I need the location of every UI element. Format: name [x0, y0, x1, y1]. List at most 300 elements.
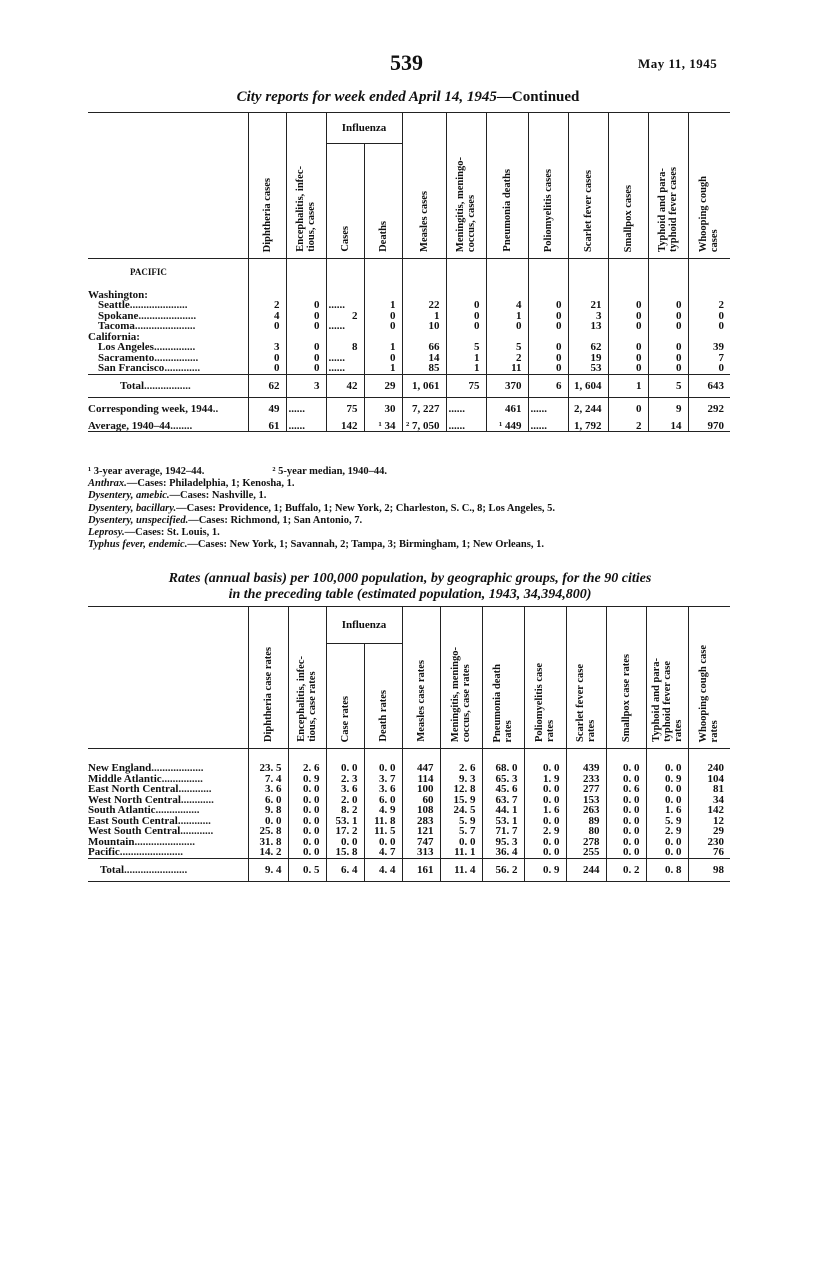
cell-value: 0: [648, 321, 688, 332]
cell-value: 0. 0: [606, 805, 646, 816]
cell-value: 6: [528, 374, 568, 398]
cell-value: 0: [286, 353, 326, 364]
city-row: [88, 363, 730, 374]
cell-value: 0: [608, 300, 648, 311]
t1-col-pneumonia: Pneumonia deaths: [501, 169, 513, 252]
t1-col-influenza-cases: Cases: [339, 226, 351, 252]
t2-col-pneumonia: Pneumonia death rates: [492, 663, 514, 742]
leader-dots: ............: [178, 784, 212, 795]
cell-value: 0. 0: [606, 795, 646, 806]
t1-state-california: California:: [88, 330, 140, 343]
cell-value: 8. 2: [326, 805, 364, 816]
cell-value: 0: [648, 363, 688, 374]
cell-value: 278: [566, 837, 606, 848]
leader-dots: ........: [170, 420, 193, 432]
cell-value: 5. 9: [440, 816, 482, 827]
row-label-text: East North Central: [88, 784, 179, 795]
cell-value: 0. 0: [364, 749, 402, 774]
leader-dots: ..: [212, 403, 219, 415]
cell-value: 7. 4: [248, 774, 288, 785]
cell-value: 7, 227: [402, 398, 446, 421]
leader-dots: ...................: [151, 762, 204, 774]
cell-value: 240: [688, 749, 730, 774]
region-row: [88, 749, 730, 774]
t2-col-encephalitis: Encephalitis, infec- tious, case rates: [296, 656, 318, 742]
page-date: May 11, 1945: [638, 56, 718, 71]
cell-value: 6. 0: [248, 795, 288, 806]
leader-dots: .....................: [129, 300, 188, 311]
cell-value: 30: [364, 398, 402, 421]
cell-value: 4: [486, 300, 528, 311]
cell-blank: ......: [446, 398, 486, 421]
cell-empty: [446, 332, 486, 343]
cell-value: 108: [402, 805, 440, 816]
cell-value: 9: [648, 398, 688, 421]
row-label: [88, 805, 248, 816]
cell-value: 0: [528, 321, 568, 332]
t1-col-typhoid: Typhoid and para- typhoid fever cases: [657, 167, 679, 252]
cell-blank: ......: [286, 398, 326, 421]
cell-value: 5: [648, 374, 688, 398]
leader-dots: ............: [177, 815, 211, 826]
row-label: [88, 342, 248, 353]
row-label: [88, 321, 248, 332]
cell-value: 1: [608, 374, 648, 398]
t2-col-diphtheria: Diphtheria case rates: [262, 646, 274, 742]
leader-dots: ......................: [134, 321, 196, 332]
cell-value: 4. 7: [364, 847, 402, 858]
cell-value: 0. 9: [646, 774, 688, 785]
cell-value: 98: [688, 858, 730, 882]
cell-value: 0: [608, 311, 648, 322]
t1-col-encephalitis: Encephalitis, infec- tious, cases: [295, 166, 317, 252]
region-row: [88, 847, 730, 858]
row-label: [88, 421, 248, 432]
cell-value: 14: [402, 353, 446, 364]
cell-value: 0: [608, 321, 648, 332]
cell-empty: [528, 332, 568, 343]
cell-value: 2. 6: [440, 749, 482, 774]
cell-value: 1. 6: [646, 805, 688, 816]
cell-blank: ......: [528, 398, 568, 421]
cell-value: 1: [364, 342, 402, 353]
cell-value: 11. 5: [364, 826, 402, 837]
table2-title-line2: in the preceding table (estimated population, 1943, 34,394,800): [228, 587, 592, 602]
cell-value: 0. 0: [606, 749, 646, 774]
leader-dots: ............: [180, 826, 214, 837]
t1-col-poliomyelitis: Poliomyelitis cases: [542, 168, 554, 252]
cell-value: 29: [688, 826, 730, 837]
cell-empty: [286, 332, 326, 343]
cell-value: 71. 7: [482, 826, 524, 837]
cell-value: 15. 9: [440, 795, 482, 806]
cell-value: 0. 0: [646, 837, 688, 848]
note-anthrax-label: Anthrax.: [88, 478, 127, 490]
cell-value: 1. 9: [524, 774, 566, 785]
cell-value: 3. 7: [364, 774, 402, 785]
cell-value: 283: [402, 816, 440, 827]
note-typhus: —Cases: New York, 1; Savannah, 2; Tampa, 3; Birmingham, 1; New Orleans, 1.: [187, 539, 544, 551]
cell-empty: [568, 332, 608, 343]
cell-value: 9. 3: [440, 774, 482, 785]
row-label: [88, 311, 248, 322]
cell-value: 0. 0: [524, 784, 566, 795]
cell-value: 643: [688, 374, 730, 398]
footnote-2: ² 5-year median, 1940–44.: [272, 466, 388, 477]
row-label-text: Los Angeles: [98, 342, 154, 353]
row-label-text: Sacramento: [98, 352, 155, 363]
note-bacillary-label: Dysentery, bacillary.: [88, 502, 177, 514]
cell-value: 0. 0: [288, 784, 326, 795]
t1-col-scarlet: Scarlet fever cases: [582, 169, 594, 252]
cell-value: 2. 3: [326, 774, 364, 785]
cell-value: 0: [648, 342, 688, 353]
cell-value: 0: [446, 321, 486, 332]
t2-col-influenza-death-rates: Death rates: [377, 690, 389, 742]
cell-value: 60: [402, 795, 440, 806]
table1-title-main: City reports for week ended April 14, 1945: [236, 89, 497, 105]
row-label: [88, 398, 248, 421]
cell-value: 0: [608, 398, 648, 421]
cell-value: 75: [446, 374, 486, 398]
row-label: [88, 826, 248, 837]
cell-value: 0. 0: [524, 749, 566, 774]
cell-value: 121: [402, 826, 440, 837]
cell-value: 23. 5: [248, 749, 288, 774]
rates-table: [88, 606, 730, 882]
leader-dots: .......................: [119, 847, 184, 858]
t2-col-scarlet: Scarlet fever case rates: [575, 664, 597, 742]
t2-col-meningitis: Meningitis, meningo- coccus, case rates: [450, 646, 472, 742]
cell-value: 11: [486, 363, 528, 374]
cell-value: 0. 0: [288, 795, 326, 806]
cell-value: 0. 9: [288, 774, 326, 785]
row-label: [88, 749, 248, 774]
cell-value: 255: [566, 847, 606, 858]
cell-value: 0. 0: [326, 749, 364, 774]
row-label: [88, 837, 248, 848]
cell-value: 2: [326, 311, 364, 322]
cell-value: 0: [528, 363, 568, 374]
cell-value: 747: [402, 837, 440, 848]
t2-col-smallpox: Smallpox case rates: [620, 653, 632, 742]
cell-value: 4. 4: [364, 858, 402, 882]
leader-dots: .................: [144, 379, 191, 392]
cell-value: 0. 0: [606, 847, 646, 858]
cell-value: 81: [688, 784, 730, 795]
cell-value: 0: [286, 363, 326, 374]
cell-value: 7: [688, 353, 730, 364]
cell-value: 3: [568, 311, 608, 322]
cell-value: ² 7, 050: [402, 421, 446, 432]
leader-dots: ...............: [153, 342, 196, 353]
cell-value: 80: [566, 826, 606, 837]
row-label: [88, 816, 248, 827]
cell-value: 49: [248, 398, 286, 421]
leader-dots: ................: [154, 352, 199, 363]
cell-value: 461: [486, 398, 528, 421]
city-row: [88, 342, 730, 353]
cell-value: 0: [608, 363, 648, 374]
cell-empty: [326, 332, 364, 343]
table1-title-suffix: —Continued: [496, 89, 580, 105]
cell-value: 45. 6: [482, 784, 524, 795]
table1-title: [0, 89, 816, 106]
cell-value: 63. 7: [482, 795, 524, 806]
t1-state-washington: Washington:: [88, 288, 148, 301]
cell-value: 142: [326, 421, 364, 432]
cell-value: 1. 6: [524, 805, 566, 816]
cell-value: 0. 0: [606, 774, 646, 785]
cell-value: 34: [688, 795, 730, 806]
row-label-text: New England: [88, 762, 152, 774]
cell-value: 56. 2: [482, 858, 524, 882]
cell-value: 0. 0: [606, 826, 646, 837]
cell-value: 5: [446, 342, 486, 353]
cell-value: 1, 792: [568, 421, 608, 432]
cell-value: 61: [248, 421, 286, 432]
cell-value: 100: [402, 784, 440, 795]
cell-value: 53: [568, 363, 608, 374]
cell-empty: [248, 332, 286, 343]
row-label: [88, 374, 248, 398]
cell-value: 2. 6: [288, 749, 326, 774]
cell-value: 3. 6: [248, 784, 288, 795]
row-label-text: San Francisco: [98, 363, 165, 374]
cell-value: 62: [248, 374, 286, 398]
cell-value: 292: [688, 398, 730, 421]
cell-value: 0. 0: [524, 795, 566, 806]
t2-group-influenza: Influenza: [326, 607, 402, 644]
leader-dots: .....................: [138, 310, 197, 321]
leader-dots: .......................: [124, 863, 188, 876]
cell-value: 0: [248, 321, 286, 332]
note-amebic-label: Dysentery, amebic.: [88, 490, 170, 502]
cell-value: 0. 0: [524, 837, 566, 848]
row-label: [88, 858, 248, 882]
cell-value: 161: [402, 858, 440, 882]
cell-value: 11. 8: [364, 816, 402, 827]
cell-value: 0. 0: [646, 847, 688, 858]
row-label-text: Total: [100, 863, 125, 876]
cell-value: 0. 6: [606, 784, 646, 795]
note-amebic: —Cases: Nashville, 1.: [169, 490, 267, 502]
cell-value: 1: [446, 363, 486, 374]
cell-value: 5. 7: [440, 826, 482, 837]
cell-value: 68. 0: [482, 749, 524, 774]
cell-value: 0: [286, 342, 326, 353]
cell-value: 277: [566, 784, 606, 795]
cell-value: 2: [248, 300, 286, 311]
cell-value: 2. 9: [646, 826, 688, 837]
leader-dots: ................: [155, 805, 200, 816]
t1-col-diphtheria: Diphtheria cases: [261, 177, 273, 252]
cell-value: ¹ 34: [364, 421, 402, 432]
row-label-text: Pacific: [88, 847, 120, 858]
cell-value: 0: [608, 353, 648, 364]
row-label-text: Average, 1940–44: [88, 420, 171, 432]
cell-value: 0: [648, 311, 688, 322]
row-label: [88, 363, 248, 374]
cell-value: 447: [402, 749, 440, 774]
cell-value: 22: [402, 300, 446, 311]
cell-value: 0: [486, 321, 528, 332]
cell-value: 1, 061: [402, 374, 446, 398]
cell-value: 12: [688, 816, 730, 827]
cell-value: 19: [568, 353, 608, 364]
row-label-text: Tacoma: [98, 321, 135, 332]
leader-dots: ............: [180, 794, 214, 805]
note-unspecified-label: Dysentery, unspecified.: [88, 514, 189, 526]
cell-value: 263: [566, 805, 606, 816]
cell-value: 439: [566, 749, 606, 774]
cell-value: 0. 8: [646, 858, 688, 882]
note-anthrax: —Cases: Philadelphia, 1; Kenosha, 1.: [126, 478, 295, 490]
cell-value: 0: [286, 300, 326, 311]
footnote-1: ¹ 3-year average, 1942–44.: [88, 466, 205, 477]
cell-value: 9. 4: [248, 858, 288, 882]
cell-value: 53. 1: [482, 816, 524, 827]
note-typhus-label: Typhus fever, endemic.: [88, 539, 188, 551]
table1-footnotes: [88, 466, 738, 551]
cell-value: 0: [688, 363, 730, 374]
cell-value: 142: [688, 805, 730, 816]
cell-value: 0: [286, 311, 326, 322]
leader-dots: ......................: [134, 836, 195, 847]
cell-value: 0: [248, 353, 286, 364]
cell-value: 1: [402, 311, 446, 322]
cell-value: 12. 8: [440, 784, 482, 795]
cell-value: 0. 0: [606, 816, 646, 827]
t2-col-measles: Measles case rates: [415, 660, 427, 742]
row-label-text: West North Central: [88, 794, 181, 805]
t1-col-measles: Measles cases: [418, 191, 430, 252]
cell-value: 36. 4: [482, 847, 524, 858]
cell-value: 24. 5: [440, 805, 482, 816]
cell-value: 29: [364, 374, 402, 398]
cell-value: 0: [528, 342, 568, 353]
cell-value: 1: [364, 300, 402, 311]
cell-value: 8: [326, 342, 364, 353]
cell-value: 153: [566, 795, 606, 806]
cell-value: 0: [364, 353, 402, 364]
cell-value: 39: [688, 342, 730, 353]
t1-col-influenza-deaths: Deaths: [377, 221, 389, 252]
city-row: [88, 353, 730, 364]
cell-value: 0. 9: [524, 858, 566, 882]
cell-value: 6. 4: [326, 858, 364, 882]
row-label: [88, 795, 248, 806]
cell-value: 95. 3: [482, 837, 524, 848]
cell-value: 233: [566, 774, 606, 785]
cell-value: 0: [528, 300, 568, 311]
cell-value: 0: [446, 300, 486, 311]
cell-value: 0. 0: [364, 837, 402, 848]
cell-value: ¹ 449: [486, 421, 528, 432]
row-label-text: Seattle: [98, 300, 130, 311]
city-row: [88, 300, 730, 311]
t1-col-meningitis: Meningitis, meningo- coccus, cases: [455, 156, 477, 252]
cell-value: 5. 9: [646, 816, 688, 827]
cell-value: 2: [688, 300, 730, 311]
cell-value: 0. 0: [248, 816, 288, 827]
row-label: [88, 847, 248, 858]
row-label-text: Mountain: [88, 836, 135, 847]
cell-value: 970: [688, 421, 730, 432]
cell-value: 0. 0: [288, 837, 326, 848]
cell-value: 0: [608, 342, 648, 353]
cell-value: 31. 8: [248, 837, 288, 848]
city-row: [88, 311, 730, 322]
cell-value: 0: [648, 300, 688, 311]
cell-blank: ......: [326, 363, 364, 374]
cell-value: 0: [286, 321, 326, 332]
note-bacillary: —Cases: Providence, 1; Buffalo, 1; New York, 2; Charleston, S. C., 8; Los Angeles, 5.: [176, 502, 556, 514]
cell-value: 0. 5: [288, 858, 326, 882]
cell-value: 0: [528, 353, 568, 364]
cell-value: 1: [446, 353, 486, 364]
cell-value: 0. 0: [646, 749, 688, 774]
row-label-text: Total: [120, 379, 145, 392]
cell-value: 3: [248, 342, 286, 353]
total-row: [88, 374, 730, 398]
cell-value: 85: [402, 363, 446, 374]
cell-value: 0: [248, 363, 286, 374]
row-label-text: Corresponding week, 1944: [88, 403, 213, 415]
t1-region: PACIFIC: [130, 267, 167, 277]
cell-value: 3. 6: [364, 784, 402, 795]
row-label: [88, 300, 248, 311]
cell-value: 0: [528, 311, 568, 322]
cell-value: 6. 0: [364, 795, 402, 806]
note-leprosy-label: Leprosy.: [88, 527, 125, 539]
cell-value: 0. 2: [606, 858, 646, 882]
cell-value: 104: [688, 774, 730, 785]
average-row: [88, 421, 730, 432]
cell-value: 0. 0: [440, 837, 482, 848]
cell-blank: ......: [528, 421, 568, 432]
page-number: 539: [390, 50, 423, 75]
t1-col-smallpox: Smallpox cases: [622, 184, 634, 252]
cell-value: 14. 2: [248, 847, 288, 858]
cell-value: 13: [568, 321, 608, 332]
table2-title-line1: Rates (annual basis) per 100,000 population, by geographic groups, for the 90 cities: [168, 571, 652, 586]
region-row: [88, 784, 730, 795]
cell-value: 62: [568, 342, 608, 353]
cell-value: 15. 8: [326, 847, 364, 858]
cell-value: 2: [608, 421, 648, 432]
cell-value: 0. 0: [288, 826, 326, 837]
leader-dots: .............: [164, 363, 201, 374]
cell-value: 17. 2: [326, 826, 364, 837]
cell-blank: ......: [326, 300, 364, 311]
cell-empty: [648, 332, 688, 343]
cell-value: 0: [364, 311, 402, 322]
cell-value: 230: [688, 837, 730, 848]
cell-value: 0: [688, 311, 730, 322]
t2-col-influenza-case-rates: Case rates: [339, 695, 351, 742]
cell-value: 11. 4: [440, 858, 482, 882]
t2-col-whooping: Whooping cough case rates: [698, 644, 721, 742]
cell-value: 53. 1: [326, 816, 364, 827]
cell-value: 0. 0: [646, 784, 688, 795]
note-leprosy: —Cases: St. Louis, 1.: [124, 527, 220, 539]
cell-value: 4: [248, 311, 286, 322]
cell-value: 2. 0: [326, 795, 364, 806]
cell-value: 1: [364, 363, 402, 374]
cell-value: 0. 0: [288, 847, 326, 858]
cell-value: 2, 244: [568, 398, 608, 421]
